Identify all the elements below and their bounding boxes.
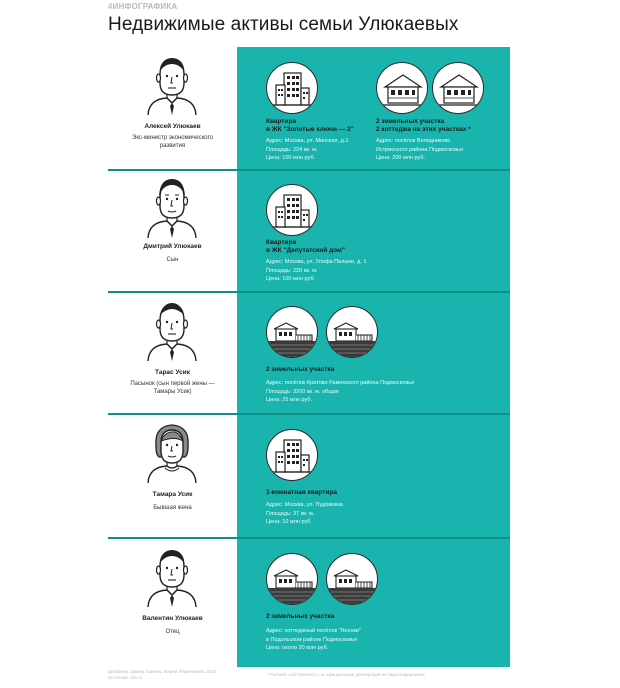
man-portrait-icon xyxy=(145,545,199,607)
apartment-building-icon xyxy=(266,184,318,236)
house-icon xyxy=(432,62,484,114)
family-member-row xyxy=(108,171,510,291)
land-plot-icon xyxy=(266,306,318,358)
page-title: Недвижимые активы семьи Улюкаевых xyxy=(108,14,459,35)
family-member-row xyxy=(108,293,510,413)
person-role: Отец xyxy=(165,629,180,635)
asset-details: Адрес: посёлок Веледниково Истринского района Подмосковья Цена: 200 млн руб. xyxy=(376,138,463,161)
land-plot-icon xyxy=(326,553,378,605)
footnote: * Рыбная собственность на официальное декларации не задекларирована xyxy=(267,672,425,677)
asset-title: 2 земельных участка xyxy=(266,613,335,620)
family-member-row xyxy=(108,47,510,169)
asset-details: Адрес: Москва, ул. Улофа Пальме, д. 1 Площадь: 220 кв. м. Цена: 100 млн руб. xyxy=(266,259,367,282)
person-role: Сын xyxy=(166,257,179,263)
man-portrait-icon xyxy=(145,176,199,238)
asset-details: Адрес: посёлок Кратово Раменского района Подмосковья Площадь: 3200 кв. м. общая Цена: 25 млн руб. xyxy=(266,380,415,403)
infographic xyxy=(108,47,510,688)
apartment-building-icon xyxy=(266,62,318,114)
asset-details: Адрес: коттеджный посёлок "Ясенки" в Подольском районе Подмосковья Цена: около 20 млн руб. xyxy=(266,628,361,651)
person-name: Тамара Усик xyxy=(152,491,193,498)
person-name: Тарас Усик xyxy=(155,369,190,376)
person-name: Алексей Улюкаев xyxy=(144,123,201,130)
asset-title: Квартира в ЖК "Депутатский дом" xyxy=(266,239,345,254)
house-icon xyxy=(376,62,428,114)
asset-details: Адрес: Москва, ул. Минская, д.1 Площадь: 224 кв. м. Цена: 100 млн руб. xyxy=(266,138,349,161)
family-member-row xyxy=(108,539,510,667)
person-role: Экс-министр экономического развития xyxy=(132,135,213,149)
land-plot-icon xyxy=(266,553,318,605)
person-name: Дмитрий Улюкаев xyxy=(143,243,202,250)
apartment-building-icon xyxy=(266,429,318,481)
woman-portrait-icon xyxy=(145,421,199,483)
asset-title: 2 земельных участка xyxy=(266,366,335,373)
man-portrait-icon xyxy=(145,299,199,361)
family-member-row xyxy=(108,415,510,537)
asset-title: 2 земельных участка 2 коттеджа на этих участках * xyxy=(376,118,471,133)
asset-title: 1-комнатная квартира xyxy=(266,489,337,496)
asset-details: Адрес: Москва, ул. Пудовкина Площадь: 37 кв. м. Цена: 10 млн руб. xyxy=(266,502,343,525)
man-portrait-icon xyxy=(145,53,199,115)
section-tag: #ИНФОГРАФИКА xyxy=(108,2,178,11)
person-role: Бывшая жена xyxy=(153,505,192,511)
person-role: Пасынок (сын первой жены — Тамары Усик) xyxy=(130,381,215,395)
land-plot-icon xyxy=(326,306,378,358)
asset-title: Квартира в ЖК "Золотые ключи — 2" xyxy=(266,118,354,133)
credits: Дизайнер: Дамир Ханиев, Мария Лерменкова, 2016 Источник: Life.ru xyxy=(108,669,217,680)
person-name: Валентин Улюкаев xyxy=(142,615,203,622)
